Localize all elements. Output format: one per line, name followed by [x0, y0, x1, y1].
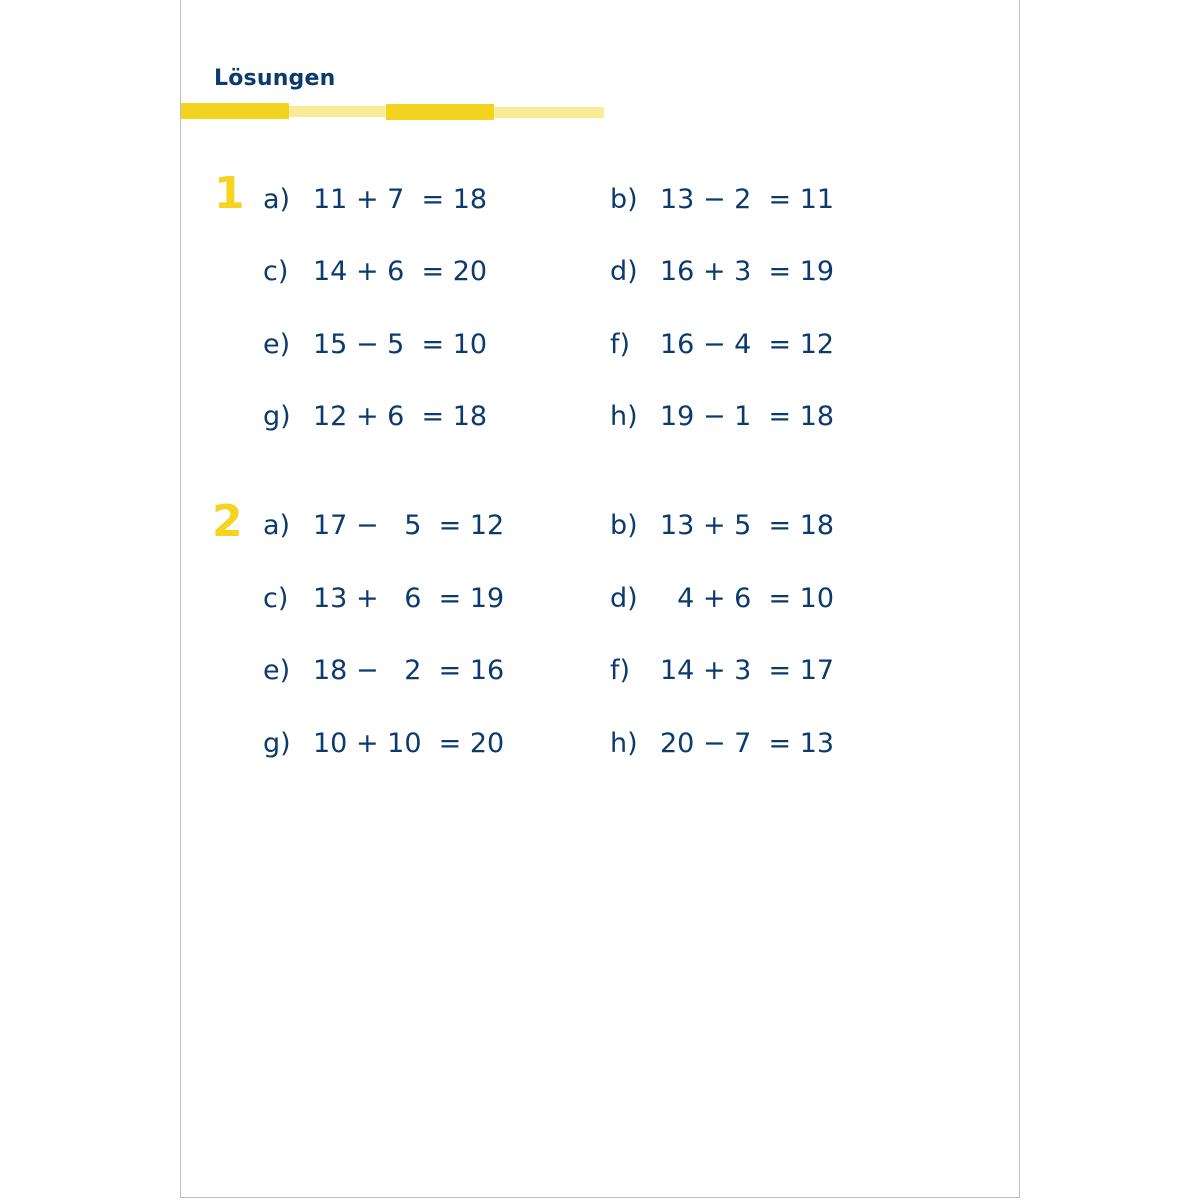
exercise-item [263, 179, 487, 219]
exercise-equation: 15 − 5 = 10 [313, 328, 488, 360]
exercise-item [610, 324, 834, 364]
title-underline-stripe [494, 107, 604, 118]
exercise-label: b) [610, 183, 638, 215]
exercise-label: c) [263, 582, 289, 614]
exercise-item [610, 251, 834, 291]
exercise-label: e) [263, 654, 291, 686]
exercise-label: c) [263, 255, 289, 287]
exercise-label: e) [263, 328, 291, 360]
exercise-item [263, 251, 487, 291]
exercise-equation: 13 + 6 = 19 [313, 582, 505, 614]
exercise-equation: 4 + 6 = 10 [660, 582, 835, 614]
exercise-item [610, 650, 834, 690]
task-number-1: 1 [214, 168, 245, 219]
exercise-label: b) [610, 509, 638, 541]
exercise-item [263, 505, 504, 545]
exercise-label: h) [610, 400, 638, 432]
title-underline-stripe [289, 106, 386, 117]
exercise-item [610, 179, 834, 219]
exercise-equation: 10 + 10 = 20 [313, 727, 505, 759]
exercise-item [610, 723, 834, 763]
exercise-equation: 18 − 2 = 16 [313, 654, 505, 686]
exercise-equation: 12 + 6 = 18 [313, 400, 488, 432]
exercise-equation: 14 + 6 = 20 [313, 255, 488, 287]
exercise-label: g) [263, 727, 291, 759]
exercise-equation: 14 + 3 = 17 [660, 654, 835, 686]
title-underline-stripe [181, 103, 289, 119]
exercise-equation: 20 − 7 = 13 [660, 727, 835, 759]
exercise-equation: 17 − 5 = 12 [313, 509, 505, 541]
exercise-equation: 16 − 4 = 12 [660, 328, 835, 360]
exercise-item [263, 324, 487, 364]
exercise-label: g) [263, 400, 291, 432]
exercise-item [263, 396, 487, 436]
exercise-equation: 19 − 1 = 18 [660, 400, 835, 432]
exercise-label: f) [610, 654, 631, 686]
exercise-item [263, 578, 504, 618]
exercise-equation: 16 + 3 = 19 [660, 255, 835, 287]
task-number-2: 2 [212, 496, 243, 547]
exercise-item [610, 578, 834, 618]
exercise-label: d) [610, 255, 638, 287]
exercise-label: a) [263, 183, 291, 215]
exercise-label: h) [610, 727, 638, 759]
exercise-label: d) [610, 582, 638, 614]
exercise-label: f) [610, 328, 631, 360]
exercise-item [610, 396, 834, 436]
exercise-item [263, 650, 504, 690]
exercise-equation: 13 + 5 = 18 [660, 509, 835, 541]
exercise-item [263, 723, 504, 763]
exercise-equation: 11 + 7 = 18 [313, 183, 488, 215]
exercise-item [610, 505, 834, 545]
exercise-label: a) [263, 509, 291, 541]
title-underline-stripe [386, 104, 494, 120]
exercise-equation: 13 − 2 = 11 [660, 183, 835, 215]
page-title: Lösungen [214, 66, 336, 91]
